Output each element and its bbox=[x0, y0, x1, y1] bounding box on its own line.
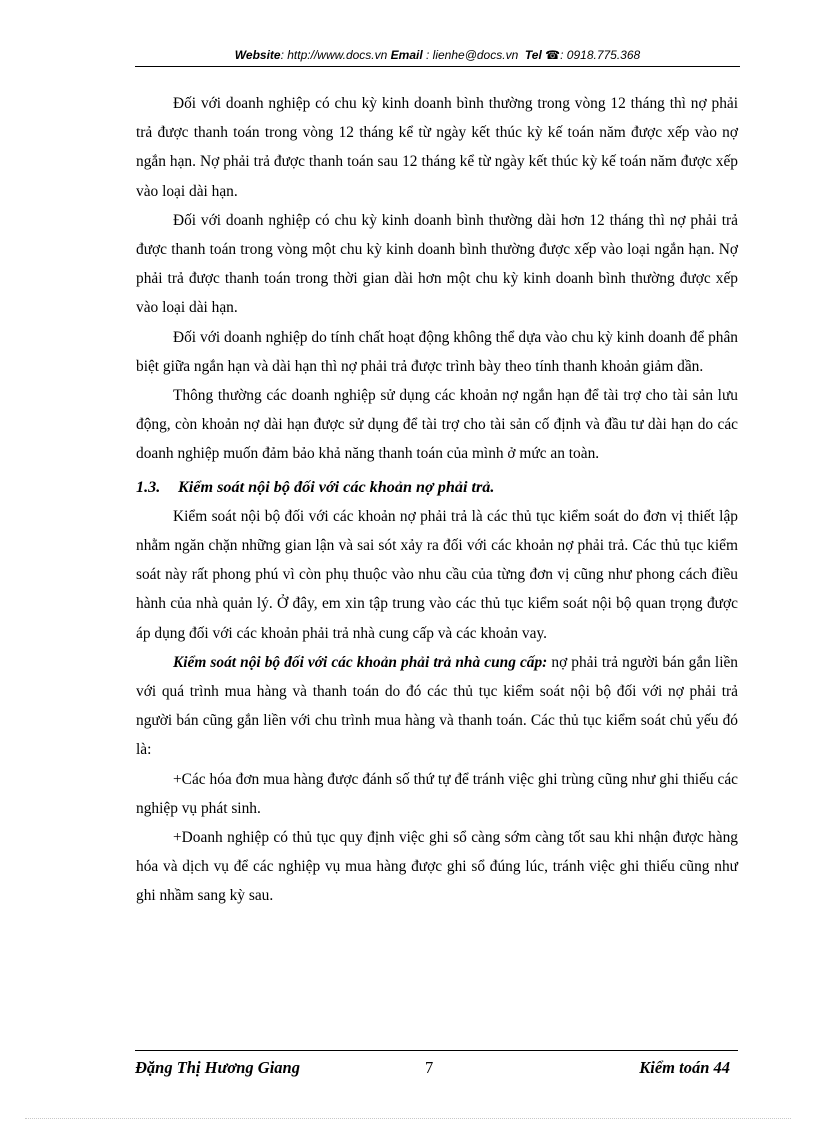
bottom-dotted-divider bbox=[25, 1118, 791, 1119]
footer-course: Kiểm toán 44 bbox=[639, 1058, 730, 1077]
bullet-item: +Doanh nghiệp có thủ tục quy định việc ghi sổ càng sớm càng tốt sau khi nhận được hàng hóa và dịch vụ để các nghiệp vụ mua hàng được ghi sổ đúng lúc, tránh việc ghi thiếu cũng như ghi nhầm sang kỳ sau. bbox=[136, 829, 738, 905]
section-heading bbox=[136, 473, 738, 502]
supplier-text: nợ phải trả người bán gắn liền với quá trình mua hàng và thanh toán do đó các thủ tục kiểm soát nội bộ đối với nợ phải trả người bán cũng gắn liền với chu trình mua hàng và thanh toán. Các thủ tục kiểm soát chủ yếu đó là: bbox=[136, 653, 739, 759]
page-number: 7 bbox=[425, 1058, 434, 1077]
paragraph: Đối với doanh nghiệp có chu kỳ kinh doanh bình thường trong vòng 12 tháng thì nợ phải trả được thanh toán trong vòng 12 tháng kể từ ngày kết thúc kỳ kế toán năm được xếp vào nợ ngắn hạn. Nợ phải trả được thanh toán sau 12 tháng kể từ ngày kết thúc kỳ kế toán năm được xếp vào loại dài hạn. bbox=[136, 95, 738, 200]
supplier-lead: Kiểm soát nội bộ đối với các khoản phải trả nhà cung cấp: bbox=[173, 653, 548, 671]
email-value: : lienhe@docs.vn bbox=[422, 48, 519, 62]
section-number: 1.3. bbox=[136, 477, 161, 496]
tel-label: Tel bbox=[524, 48, 542, 62]
paragraph: Thông thường các doanh nghiệp sử dụng các khoản nợ ngắn hạn để tài trợ cho tài sản lưu động, còn khoản nợ dài hạn được sử dụng để tài trợ cho tài sản cố định và đầu tư dài hạn do các doanh nghiệp muốn đảm bảo khả năng thanh toán của mình ở mức an toàn. bbox=[136, 387, 738, 463]
page-header bbox=[135, 46, 740, 67]
paragraph: Đối với doanh nghiệp có chu kỳ kinh doanh bình thường dài hơn 12 tháng thì nợ phải trả được thanh toán trong vòng một chu kỳ kinh doanh bình thường được xếp vào loại ngắn hạn. Nợ phải trả được thanh toán trong thời gian dài hơn một chu kỳ kinh doanh bình thường được xếp vào loại dài hạn. bbox=[136, 211, 738, 317]
email-label: Email bbox=[390, 48, 423, 62]
page-footer bbox=[135, 1050, 738, 1077]
section-paragraph: Kiểm soát nội bộ đối với các khoản nợ phải trả là các thủ tục kiểm soát do đơn vị thiết lập nhằm ngăn chặn những gian lận và sai sót xảy ra đối với các khoản nợ phải trả. Các thủ tục kiểm soát này rất phong phú vì còn phụ thuộc vào nhu cầu của từng đơn vị cũng như phong cách điều hành của nhà quản lý. Ở đây, em xin tập trung vào các thủ tục kiểm soát nội bộ quan trọng được áp dụng đối với các khoản phải trả nhà cung cấp và các khoản vay. bbox=[136, 507, 738, 642]
tel-value: : 0918.775.368 bbox=[560, 48, 641, 62]
website-label: Website bbox=[234, 48, 281, 62]
phone-icon: ☎ bbox=[545, 48, 561, 62]
document-body bbox=[136, 89, 738, 911]
supplier-paragraph bbox=[136, 648, 738, 765]
bullet-item: +Các hóa đơn mua hàng được đánh số thứ tự để tránh việc ghi trùng cũng như ghi thiếu các nghiệp vụ phát sinh. bbox=[136, 770, 738, 817]
paragraph: Đối với doanh nghiệp do tính chất hoạt động không thể dựa vào chu kỳ kinh doanh để phân biệt giữa ngắn hạn và dài hạn thì nợ phải trả được trình bày theo tính thanh khoản giảm dần. bbox=[136, 328, 738, 375]
section-title: Kiểm soát nội bộ đối với các khoản nợ phải trả. bbox=[178, 477, 495, 496]
website-value: : http://www.docs.vn bbox=[280, 48, 388, 62]
footer-author: Đặng Thị Hương Giang bbox=[135, 1058, 300, 1077]
